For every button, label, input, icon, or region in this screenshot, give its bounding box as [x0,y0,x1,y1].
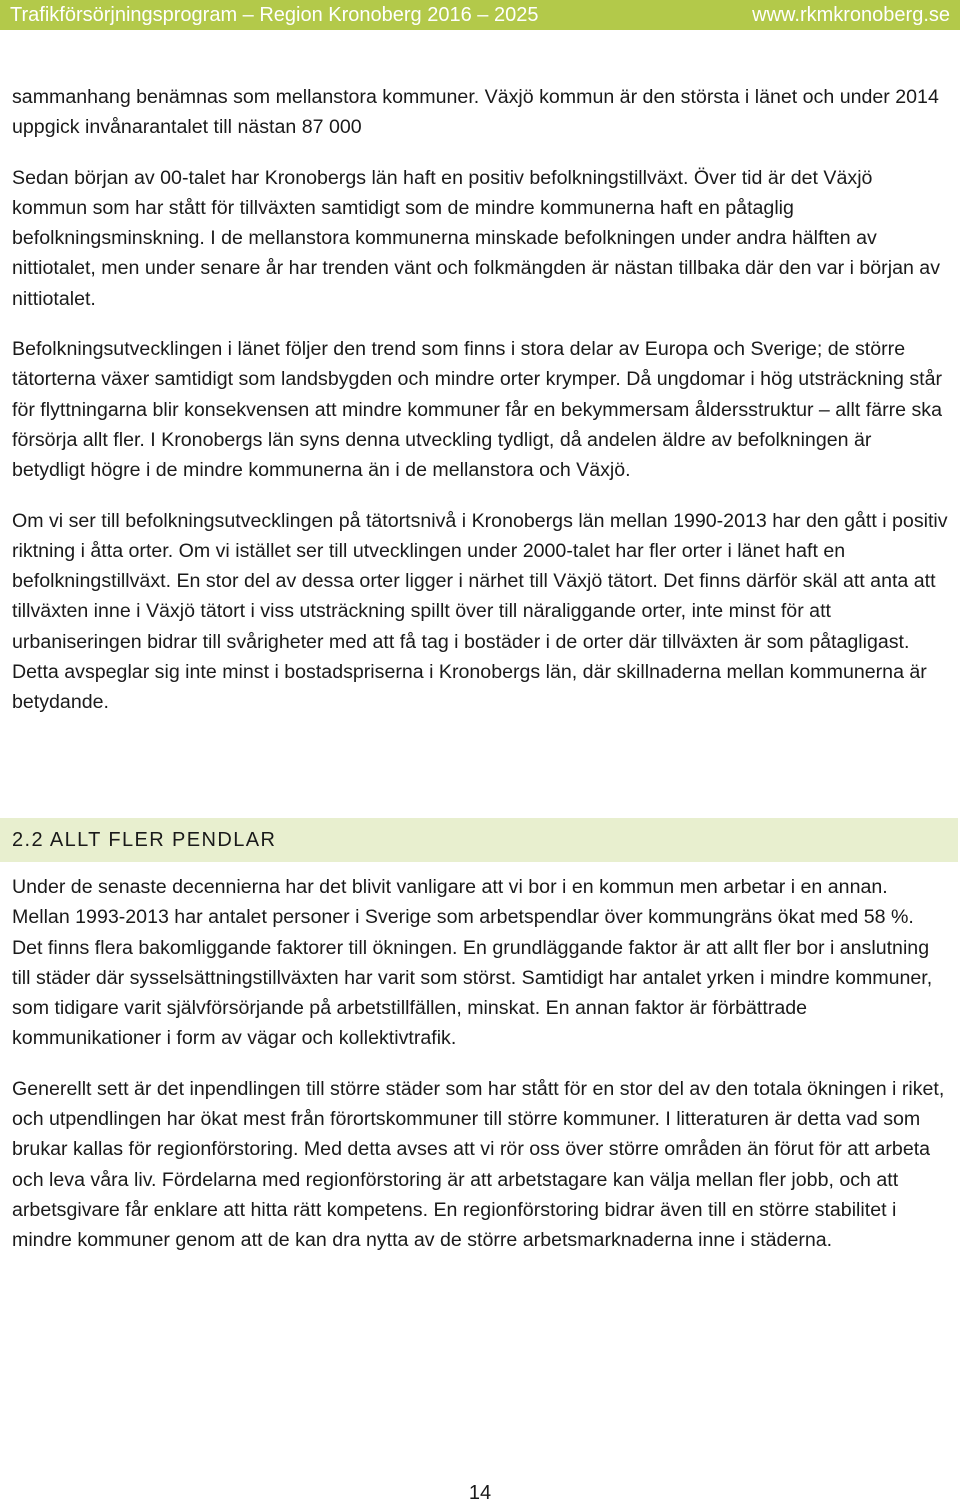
section-commuting-body [12,872,948,1276]
paragraph: Generellt sett är det inpendlingen till större städer som har stått för en stor del av den totala ökningen i riket, och utpendlingen har ökat mest från förortskommuner till större kommuner. I litteraturen är detta vad som brukar kallas för regionförstoring. Med detta avses att vi rör oss över större områden än förut för att arbeta och leva våra liv. Fördelarna med regionförstoring är att arbetstagare kan välja mellan fler jobb, och att arbetsgivare får enklare att hitta rätt kompetens. En regionförstoring bidrar även till en större stabilitet i mindre kommuner genom att de kan dra nytta av de större arbetsmarknaderna inne i städerna. [12,1077,945,1252]
paragraph: Om vi ser till befolkningsutvecklingen på tätortsnivå i Kronobergs län mellan 1990-2013 har den gått i positiv riktning i åtta orter. Om vi istället ser till utvecklingen under 2000-talet har fler orter i länet haft en befolkningstillväxt. En stor del av dessa orter ligger i närhet till Växjö tätort. Det finns därför skäl att anta att tillväxten inne i Växjö tätort i viss utsträckning spillt över till näraliggande orter, inte minst för att urbaniseringen bidrar till svårigheter med att få tag i bostäder i de orter där tillväxten är som påtagligast. Detta avspeglar sig inte minst i bostadspriserna i Kronobergs län, där skillnaderna mellan kommunerna är betydande. [12,509,948,714]
paragraph: Befolkningsutvecklingen i länet följer den trend som finns i stora delar av Europa och Sverige; de större tätorterna växer samtidigt som landsbygden och mindre orter krymper. Då ungdomar i hög utsträckning står för flyttningarna blir konsekvensen att mindre kommuner får en bekymmersam åldersstruktur – allt färre ska försörja allt fler. I Kronobergs län syns denna utveckling tydligt, då andelen äldre av befolkningen är betydligt högre i de mindre kommunerna än i de mellanstora och Växjö. [12,338,943,482]
header-title: Trafikförsörjningsprogram – Region Kronoberg 2016 – 2025 [10,3,539,26]
paragraph: Sedan början av 00-talet har Kronobergs län haft en positiv befolkningstillväxt. Över tid är det Växjö kommun som har stått för tillväxten samtidigt som de mindre kommunerna haft en påtaglig befolkningsminskning. I de mellanstora kommunerna minskade befolkningen under andra hälften av nittiotalet, men under senare år har trenden vänt och folkmängden är nästan tillbaka där den var i början av nittiotalet. [12,166,940,310]
section-heading [0,818,958,862]
paragraph: Under de senaste decennierna har det blivit vanligare att vi bor i en kommun men arbetar i en annan. Mellan 1993-2013 har antalet personer i Sverige som arbetspendlar över kommungräns ökat med 58 %. Det finns flera bakomliggande faktorer till ökningen. En grundläggande faktor är att allt fler bor i anslutning till städer där sysselsättningstillväxten har varit som störst. Samtidigt har antalet yrken i mindre kommuner, som tidigare varit självförsörjande på arbetstillfällen, minskat. En annan faktor är förbättrade kommunikationer i form av vägar och kollektivtrafik. [12,876,933,1050]
paragraph: sammanhang benämnas som mellanstora kommuner. Växjö kommun är den största i länet och under 2014 uppgick invånarantalet till nästan 87 000 [12,86,939,139]
section-population-body [12,82,948,738]
page-number: 14 [468,1482,492,1504]
header-url: www.rkmkronoberg.se [752,3,950,26]
page-header [0,0,960,30]
section-heading-text: 2.2 ALLT FLER PENDLAR [12,828,277,851]
